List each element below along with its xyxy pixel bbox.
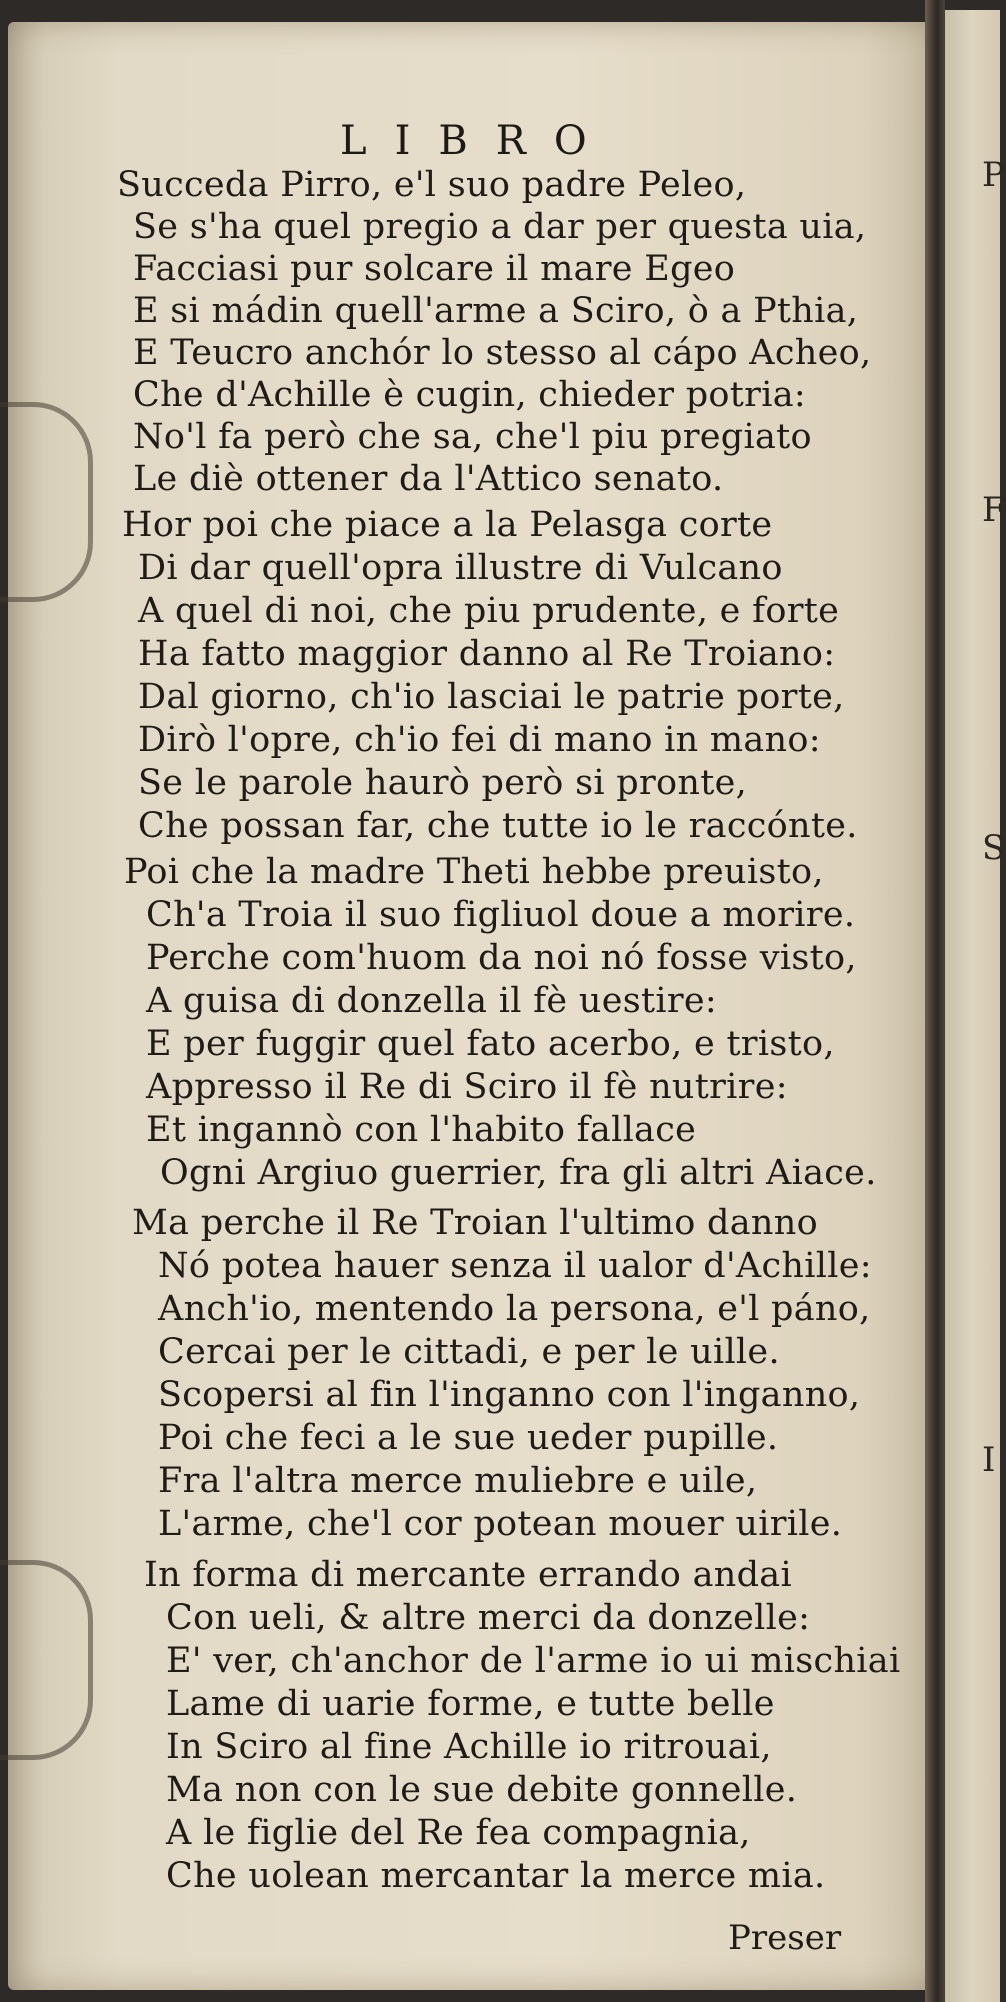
page-clasp-mark <box>0 1560 93 1760</box>
verse-line: Se le parole haurò però si pronte, <box>138 763 748 803</box>
verse-line: Cercai per le cittadi, e per le uille. <box>158 1332 780 1372</box>
verse-line: In forma di mercante errando andai <box>144 1555 792 1595</box>
running-head: LIBRO <box>340 118 615 164</box>
verse-line: Fra l'altra merce muliebre e uile, <box>158 1461 758 1501</box>
verse-line: Ch'a Troia il suo figliuol doue a morire. <box>146 895 856 935</box>
verse-line: No'l fa però che sa, che'l piu pregiato <box>133 417 812 457</box>
verse-line: Ma non con le sue debite gonnelle. <box>166 1770 798 1810</box>
verse-line: Ha fatto maggior danno al Re Troiano: <box>138 634 836 674</box>
verse-line: Hor poi che piace a la Pelasga corte <box>122 505 773 545</box>
verse-line: Dirò l'opre, ch'io fei di mano in mano: <box>138 720 821 760</box>
verse-line: L'arme, che'l cor potean mouer uirile. <box>158 1504 843 1544</box>
verse-line: Lame di uarie forme, e tutte belle <box>166 1684 775 1724</box>
verse-line: Che possan far, che tutte io le raccónte. <box>138 806 858 846</box>
verse-line: Facciasi pur solcare il mare Egeo <box>133 249 736 289</box>
verse-line: Appresso il Re di Sciro il fè nutrire: <box>146 1067 788 1107</box>
facing-page-letter: I <box>982 1440 996 1480</box>
verse-line: A guisa di donzella il fè uestire: <box>146 981 717 1021</box>
catchword: Preser <box>728 1918 842 1958</box>
facing-page-letter: F <box>982 490 1006 530</box>
verse-line: Scopersi al fin l'inganno con l'inganno, <box>158 1375 861 1415</box>
verse-line: E per fuggir quel fato acerbo, e tristo, <box>146 1024 835 1064</box>
book-gutter <box>925 0 945 2002</box>
verse-line: Poi che feci a le sue ueder pupille. <box>158 1418 779 1458</box>
verse-line: Che d'Achille è cugin, chieder potria: <box>133 375 806 415</box>
verse-line: Poi che la madre Theti hebbe preuisto, <box>124 852 824 892</box>
facing-page-edge <box>945 10 1000 2002</box>
verse-line: Di dar quell'opra illustre di Vulcano <box>138 548 783 588</box>
verse-line: Con ueli, & altre merci da donzelle: <box>166 1598 811 1638</box>
verse-line: Se s'ha quel pregio a dar per questa uia, <box>133 207 867 247</box>
verse-line: E' ver, ch'anchor de l'arme io ui mischiai <box>166 1641 901 1681</box>
verse-line: Dal giorno, ch'io lasciai le patrie porte, <box>138 677 845 717</box>
verse-line: Et ingannò con l'habito fallace <box>146 1110 697 1150</box>
verse-line: In Sciro al fine Achille io ritrouai, <box>166 1727 772 1767</box>
verse-line: E Teucro anchór lo stesso al cápo Acheo, <box>133 333 872 373</box>
verse-line: A le figlie del Re fea compagnia, <box>166 1813 751 1853</box>
verse-line: E si mádin quell'arme a Sciro, ò a Pthia, <box>133 291 859 331</box>
facing-page-letter: S <box>982 828 1006 868</box>
page-clasp-mark <box>0 402 93 602</box>
verse-line: Ogni Argiuo guerrier, fra gli altri Aiace. <box>160 1153 877 1193</box>
verse-line: Le diè ottener da l'Attico senato. <box>133 459 724 499</box>
verse-line: Anch'io, mentendo la persona, e'l páno, <box>158 1289 871 1329</box>
verse-line: Perche com'huom da noi nó fosse visto, <box>146 938 857 978</box>
verse-line: A quel di noi, che piu prudente, e forte <box>138 591 840 631</box>
verse-line: Ma perche il Re Troian l'ultimo danno <box>132 1203 818 1243</box>
facing-page-letter: P <box>982 155 1005 195</box>
verse-line: Nó potea hauer senza il ualor d'Achille: <box>158 1246 872 1286</box>
verse-line: Che uolean mercantar la merce mia. <box>166 1856 826 1896</box>
verse-line: Succeda Pirro, e'l suo padre Peleo, <box>117 165 747 205</box>
